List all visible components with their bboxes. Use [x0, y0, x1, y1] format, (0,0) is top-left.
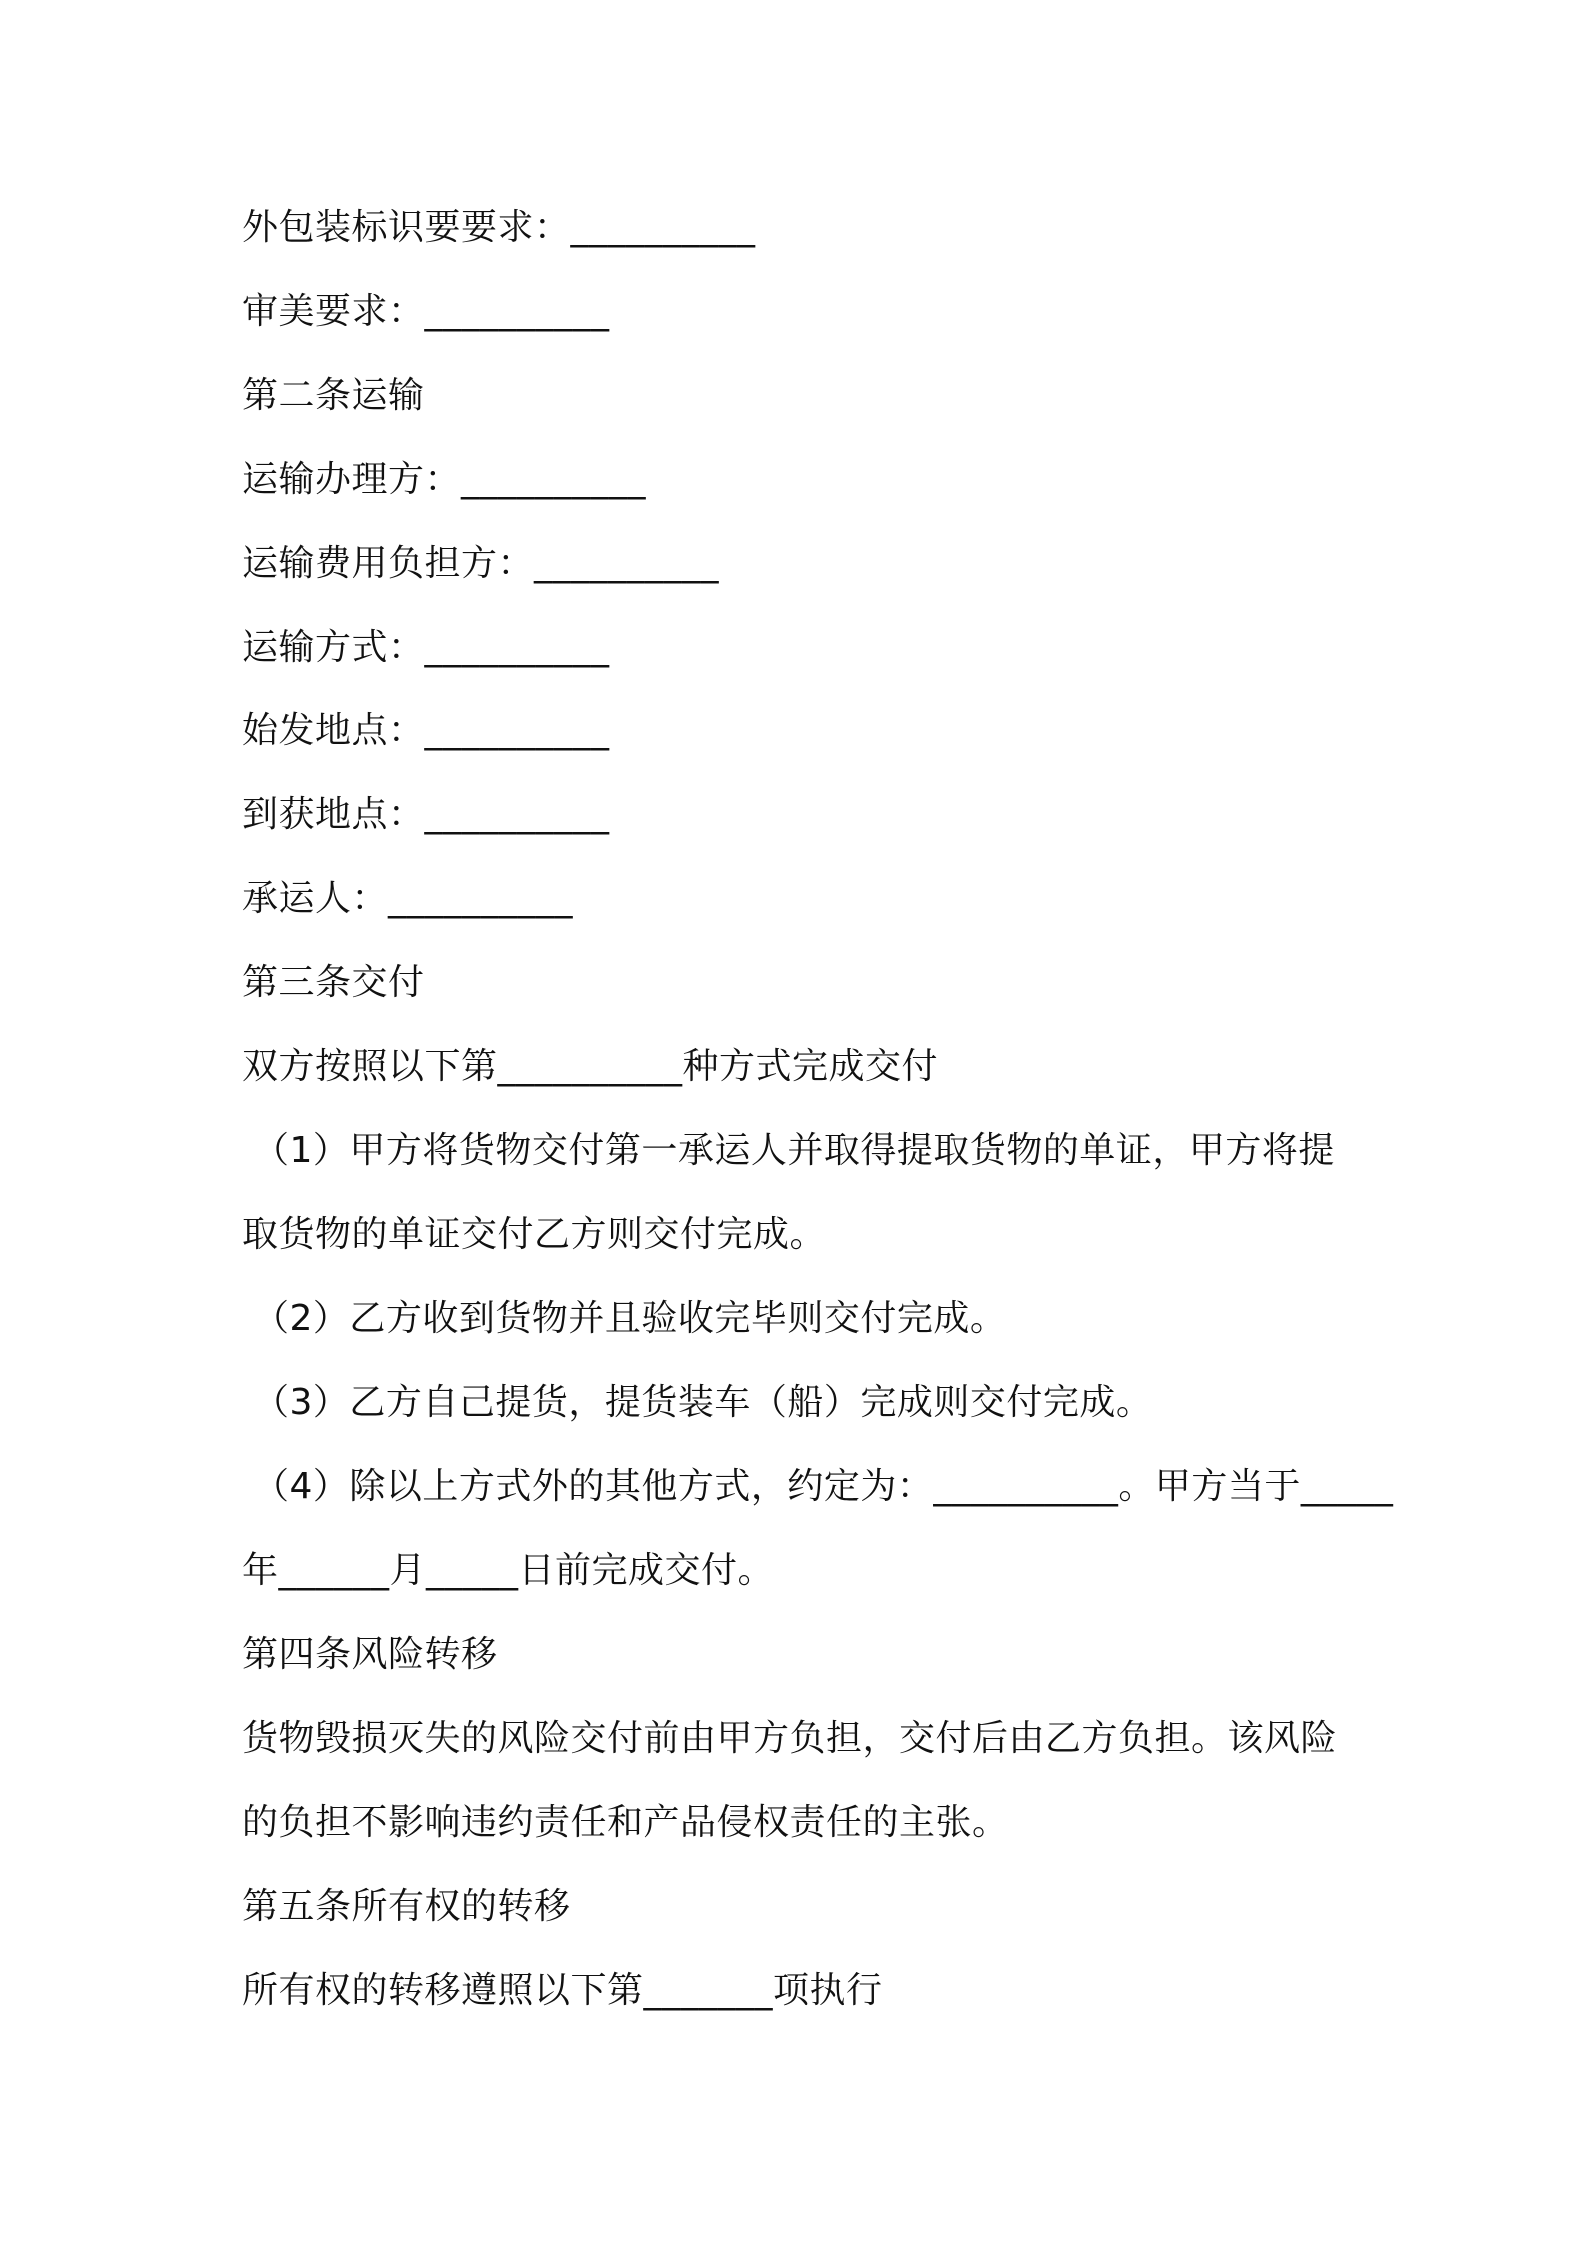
risk-transfer-text: 货物毁损灭失的风险交付前由甲方负担，交付后由乙方负担。该风险	[242, 1718, 1338, 1759]
transport-cost-bearer: 运输费用负担方：__________	[242, 543, 720, 584]
delivery-option-1: （1）甲方将货物交付第一承运人并取得提取货物的单证，甲方将提	[253, 1130, 1335, 1171]
delivery-option-2: （2）乙方收到货物并且验收完毕则交付完成。	[253, 1298, 1007, 1339]
arrival-location: 到获地点：__________	[242, 794, 610, 835]
delivery-option-3: （3）乙方自己提货，提货装车（船）完成则交付完成。	[253, 1382, 1153, 1423]
aesthetic-requirement: 审美要求：__________	[242, 291, 610, 332]
delivery-method-choice: 双方按照以下第__________种方式完成交付	[242, 1046, 939, 1087]
carrier: 承运人：__________	[242, 878, 574, 919]
transport-method: 运输方式：__________	[242, 627, 610, 668]
article-3-heading: 第三条交付	[242, 962, 425, 1003]
departure-location: 始发地点：__________	[242, 710, 610, 751]
delivery-option-1-continued: 取货物的单证交付乙方则交付完成。	[242, 1214, 827, 1255]
packaging-mark-requirement: 外包装标识要要求：__________	[242, 207, 756, 248]
delivery-deadline: 年______月_____日前完成交付。	[242, 1550, 775, 1591]
risk-transfer-text-continued: 的负担不影响违约责任和产品侵权责任的主张。	[242, 1802, 1009, 1843]
article-5-heading: 第五条所有权的转移	[242, 1886, 571, 1927]
transport-handler: 运输办理方：__________	[242, 459, 647, 500]
article-2-heading: 第二条运输	[242, 375, 425, 416]
article-4-heading: 第四条风险转移	[242, 1634, 498, 1675]
delivery-option-4: （4）除以上方式外的其他方式，约定为：__________。甲方当于_____	[253, 1466, 1394, 1507]
ownership-transfer-choice: 所有权的转移遵照以下第_______项执行	[242, 1970, 883, 2011]
